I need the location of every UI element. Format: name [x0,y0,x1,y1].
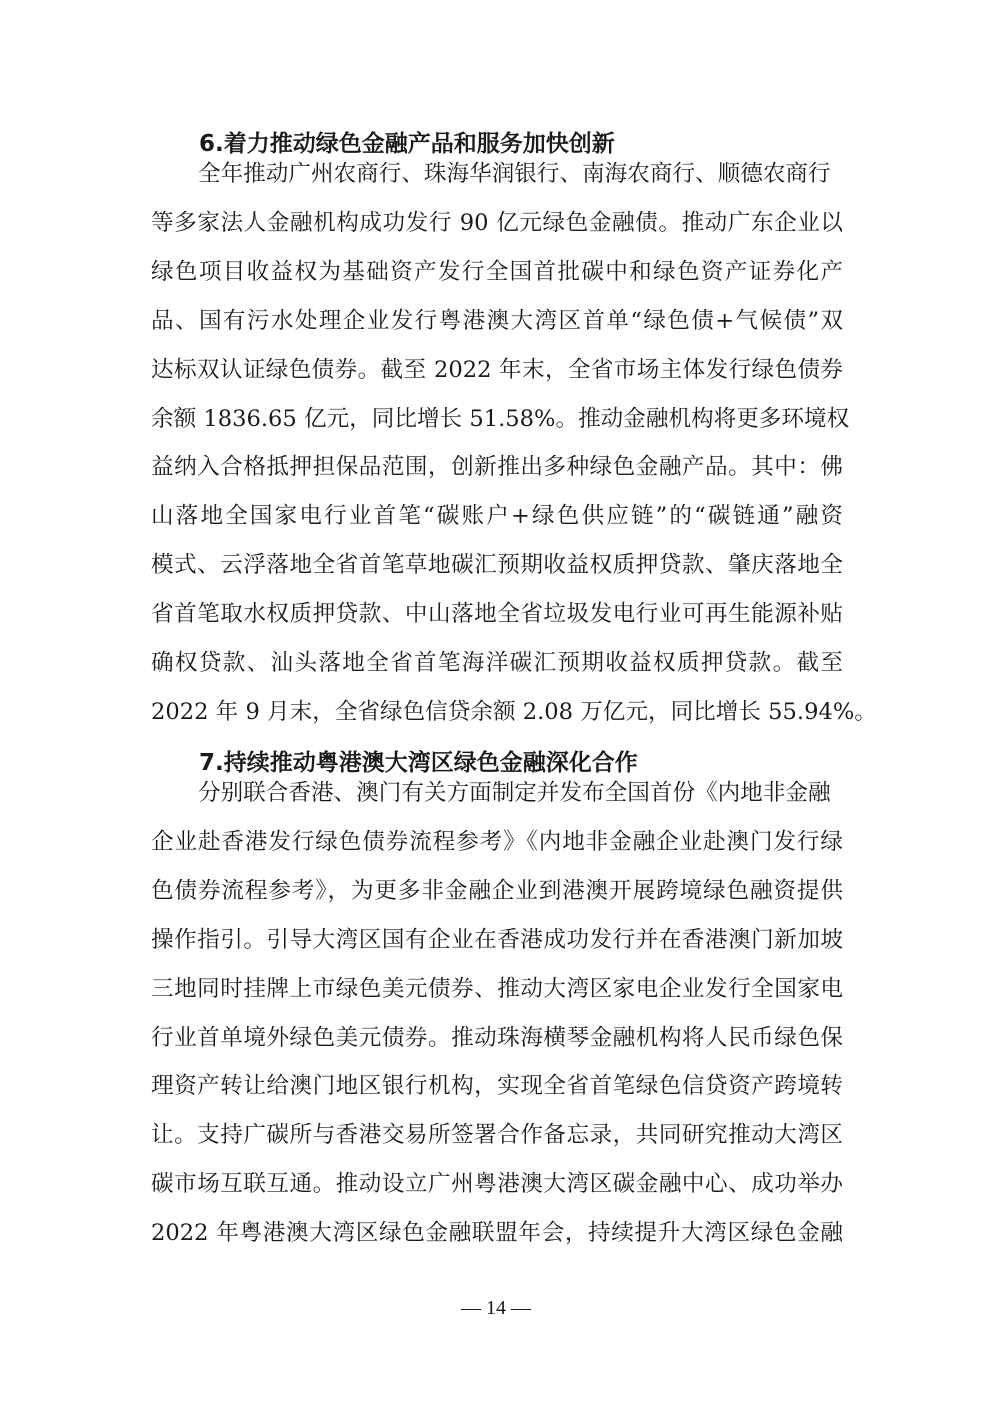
paragraph-line: 省首笔取水权质押贷款、中山落地全省垃圾发电行业可再生能源补贴 [151,601,843,628]
paragraph-line: 山落地全国家电行业首笔“碳账户+绿色供应链”的“碳链通”融资 [151,503,843,530]
section-6-heading: 6.着力推动绿色金融产品和服务加快创新 [199,131,615,157]
paragraph-line: 全年推动广州农商行、珠海华润银行、南海农商行、顺德农商行 [198,161,831,187]
paragraph-line: 品、国有污水处理企业发行粤港澳大湾区首单“绿色债+气候债”双 [151,307,843,334]
paragraph-line: 理资产转让给澳门地区银行机构，实现全省首笔绿色信贷资产跨境转 [151,1073,843,1100]
paragraph-line: 等多家法人金融机构成功发行 90 亿元绿色金融债。推动广东企业以 [151,209,843,236]
paragraph-line: 让。支持广碳所与香港交易所签署合作备忘录，共同研究推动大湾区 [151,1122,843,1149]
paragraph-line: 行业首单境外绿色美元债券。推动珠海横琴金融机构将人民币绿色保 [151,1024,843,1051]
paragraph-line: 2022 年 9 月末，全省绿色信贷余额 2.08 万亿元，同比增长 55.94%。 [151,698,877,725]
paragraph-line: 余额 1836.65 亿元，同比增长 51.58%。推动金融机构将更多环境权 [151,405,850,432]
page-number: — 14 — [461,1297,531,1319]
paragraph-line: 达标双认证绿色债券。截至 2022 年末，全省市场主体发行绿色债券 [151,356,843,383]
paragraph-line: 色债券流程参考》，为更多非金融企业到港澳开展跨境绿色融资提供 [151,877,843,904]
paragraph-line: 确权贷款、汕头落地全省首笔海洋碳汇预期收益权质押贷款。截至 [151,650,843,677]
paragraph-line: 绿色项目收益权为基础资产发行全国首批碳中和绿色资产证券化产 [151,258,843,285]
section-7-paragraph [151,769,843,1258]
paragraph-line: 操作指引。引导大湾区国有企业在香港成功发行并在香港澳门新加坡 [151,926,843,953]
paragraph-line: 2022 年粤港澳大湾区绿色金融联盟年会，持续提升大湾区绿色金融 [151,1220,843,1247]
section-7-heading: 7.持续推动粤港澳大湾区绿色金融深化合作 [199,750,638,776]
paragraph-line: 分别联合香港、澳门有关方面制定并发布全国首份《内地非金融 [198,780,831,806]
paragraph-line: 碳市场互联互通。推动设立广州粤港澳大湾区碳金融中心、成功举办 [151,1171,843,1198]
paragraph-line: 三地同时挂牌上市绿色美元债券、推动大湾区家电企业发行全国家电 [151,975,843,1002]
paragraph-line: 企业赴香港发行绿色债券流程参考》《内地非金融企业赴澳门发行绿 [151,828,843,855]
section-6-paragraph [151,150,877,737]
paragraph-line: 益纳入合格抵押担保品范围，创新推出多种绿色金融产品。其中：佛 [151,454,843,481]
paragraph-line: 模式、云浮落地全省首笔草地碳汇预期收益权质押贷款、肇庆落地全 [151,552,843,579]
